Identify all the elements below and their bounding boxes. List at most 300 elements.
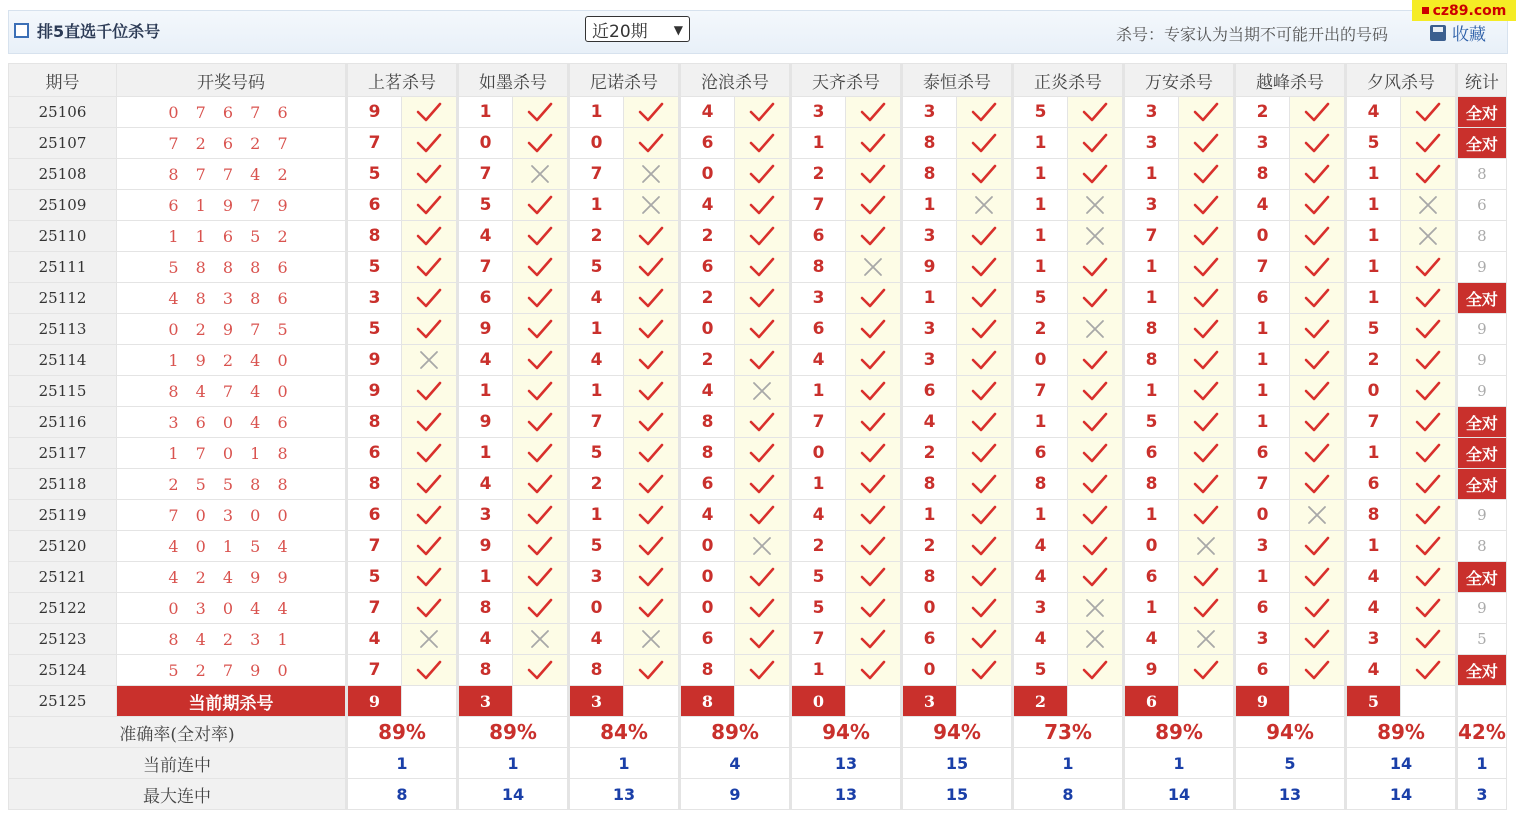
check-icon — [735, 345, 791, 376]
current-streak-row — [9, 748, 1507, 779]
check-icon — [624, 345, 680, 376]
check-icon — [1290, 531, 1346, 562]
current-streak-row-total: 1 — [1457, 748, 1507, 779]
kill-number-cell: 7 — [458, 159, 513, 190]
check-icon — [1179, 283, 1235, 314]
draw-number-cell: 4 2 4 9 9 — [117, 562, 347, 593]
kill-number-cell: 3 — [1013, 593, 1068, 624]
kill-number-cell: 8 — [1124, 345, 1179, 376]
check-icon — [624, 252, 680, 283]
kill-number-cell: 0 — [1235, 221, 1290, 252]
check-icon — [1290, 252, 1346, 283]
check-icon — [1290, 159, 1346, 190]
table-header-row — [9, 64, 1507, 97]
kill-number-cell: 4 — [791, 500, 846, 531]
kill-number-cell: 8 — [1124, 314, 1179, 345]
accuracy-row-label: 准确率(全对率) — [9, 717, 347, 748]
check-icon — [624, 407, 680, 438]
max-streak-row-value: 14 — [458, 779, 569, 810]
current-kill-number: 2 — [1013, 686, 1068, 717]
kill-number-cell: 1 — [458, 562, 513, 593]
check-icon — [846, 376, 902, 407]
check-icon — [1179, 128, 1235, 159]
kill-number-cell: 8 — [458, 593, 513, 624]
check-icon — [1401, 283, 1457, 314]
check-icon — [624, 128, 680, 159]
table-row — [9, 438, 1507, 469]
kill-number-cell: 5 — [791, 562, 846, 593]
total-cell: 全对 — [1457, 469, 1507, 500]
total-cell: 9 — [1457, 314, 1507, 345]
check-icon — [957, 283, 1013, 314]
cross-icon — [846, 252, 902, 283]
kill-number-cell: 5 — [1013, 97, 1068, 128]
check-icon — [957, 221, 1013, 252]
check-icon — [846, 469, 902, 500]
kill-number-cell: 7 — [569, 407, 624, 438]
check-icon — [735, 624, 791, 655]
top-bar — [0, 0, 1516, 56]
kill-number-cell: 1 — [569, 500, 624, 531]
check-icon — [846, 159, 902, 190]
kill-number-cell: 3 — [458, 500, 513, 531]
kill-number-cell: 4 — [680, 376, 735, 407]
empty-cell — [1068, 686, 1124, 717]
check-icon — [846, 314, 902, 345]
kill-number-cell: 4 — [458, 345, 513, 376]
max-streak-row-value: 8 — [347, 779, 458, 810]
empty-cell — [957, 686, 1013, 717]
kill-number-cell: 2 — [680, 283, 735, 314]
period-cell: 25110 — [9, 221, 117, 252]
period-cell: 25118 — [9, 469, 117, 500]
check-icon — [1290, 593, 1346, 624]
check-icon — [735, 407, 791, 438]
total-cell: 全对 — [1457, 407, 1507, 438]
draw-number-cell: 3 6 0 4 6 — [117, 407, 347, 438]
accuracy-row-value: 84% — [569, 717, 680, 748]
check-icon — [957, 438, 1013, 469]
check-icon — [402, 469, 458, 500]
kill-number-cell: 1 — [1235, 314, 1290, 345]
accuracy-row — [9, 717, 1507, 748]
kill-number-cell: 8 — [680, 655, 735, 686]
check-icon — [1179, 97, 1235, 128]
check-icon — [1068, 283, 1124, 314]
period-cell: 25114 — [9, 345, 117, 376]
current-streak-row-value: 15 — [902, 748, 1013, 779]
period-cell: 25113 — [9, 314, 117, 345]
kill-number-cell: 9 — [1124, 655, 1179, 686]
kill-number-cell: 2 — [902, 438, 957, 469]
kill-number-cell: 1 — [569, 314, 624, 345]
column-header-draw: 开奖号码 — [117, 64, 347, 97]
kill-number-cell: 6 — [1346, 469, 1401, 500]
kill-number-cell: 1 — [1013, 221, 1068, 252]
column-header-expert[interactable]: 天齐杀号 — [791, 64, 902, 97]
check-icon — [624, 500, 680, 531]
period-cell: 25117 — [9, 438, 117, 469]
accuracy-row-value: 89% — [1124, 717, 1235, 748]
period-cell: 25119 — [9, 500, 117, 531]
kill-number-cell: 4 — [458, 469, 513, 500]
period-cell: 25125 — [9, 686, 117, 717]
square-icon — [14, 23, 29, 38]
max-streak-row-label: 最大连中 — [9, 779, 347, 810]
kill-number-cell: 1 — [1013, 159, 1068, 190]
kill-number-cell: 2 — [902, 531, 957, 562]
kill-number-cell: 1 — [1346, 252, 1401, 283]
kill-number-cell: 7 — [1346, 407, 1401, 438]
draw-number-cell: 8 7 7 4 2 — [117, 159, 347, 190]
kill-number-cell: 9 — [347, 97, 402, 128]
check-icon — [1179, 159, 1235, 190]
kill-number-cell: 1 — [458, 438, 513, 469]
current-streak-row-value: 1 — [347, 748, 458, 779]
kill-number-cell: 6 — [458, 283, 513, 314]
kill-number-cell: 6 — [1013, 438, 1068, 469]
check-icon — [1068, 128, 1124, 159]
check-icon — [957, 407, 1013, 438]
kill-number-cell: 6 — [680, 128, 735, 159]
kill-number-cell: 1 — [1013, 252, 1068, 283]
cross-icon — [402, 345, 458, 376]
period-cell: 25120 — [9, 531, 117, 562]
period-cell: 25124 — [9, 655, 117, 686]
column-header-period: 期号 — [9, 64, 117, 97]
check-icon — [1290, 221, 1346, 252]
column-header-expert[interactable]: 泰恒杀号 — [902, 64, 1013, 97]
current-kill-label: 当前期杀号 — [117, 686, 347, 717]
check-icon — [957, 345, 1013, 376]
column-header-total: 统计 — [1457, 64, 1507, 97]
table-row — [9, 500, 1507, 531]
draw-number-cell: 1 1 6 5 2 — [117, 221, 347, 252]
kill-number-cell: 6 — [1124, 562, 1179, 593]
check-icon — [624, 283, 680, 314]
kill-number-cell: 8 — [1346, 500, 1401, 531]
badge-dot-icon — [1422, 7, 1429, 14]
table-row — [9, 190, 1507, 221]
kill-number-cell: 3 — [1124, 128, 1179, 159]
kill-number-cell: 6 — [680, 252, 735, 283]
table-row — [9, 407, 1507, 438]
check-icon — [1068, 500, 1124, 531]
kill-number-cell: 5 — [347, 562, 402, 593]
check-icon — [1179, 345, 1235, 376]
kill-number-cell: 8 — [902, 128, 957, 159]
kill-number-cell: 1 — [1013, 500, 1068, 531]
check-icon — [1179, 593, 1235, 624]
kill-number-cell: 2 — [680, 221, 735, 252]
kill-number-cell: 6 — [1235, 283, 1290, 314]
column-header-expert[interactable]: 正炎杀号 — [1013, 64, 1124, 97]
cross-icon — [1290, 500, 1346, 531]
check-icon — [1179, 190, 1235, 221]
check-icon — [1068, 345, 1124, 376]
kill-number-cell: 8 — [902, 159, 957, 190]
kill-number-cell: 1 — [1013, 190, 1068, 221]
period-cell: 25108 — [9, 159, 117, 190]
total-cell: 全对 — [1457, 97, 1507, 128]
kill-number-cell: 3 — [569, 562, 624, 593]
kill-number-cell: 4 — [347, 624, 402, 655]
kill-number-cell: 6 — [1235, 593, 1290, 624]
kill-number-cell: 0 — [569, 128, 624, 159]
kill-number-cell: 4 — [680, 190, 735, 221]
kill-number-cell: 5 — [569, 531, 624, 562]
draw-number-cell: 8 4 2 3 1 — [117, 624, 347, 655]
check-icon — [1401, 345, 1457, 376]
check-icon — [1401, 624, 1457, 655]
kill-number-cell: 8 — [1013, 469, 1068, 500]
check-icon — [624, 221, 680, 252]
kill-number-cell: 7 — [458, 252, 513, 283]
check-icon — [402, 531, 458, 562]
column-header-expert[interactable]: 越峰杀号 — [1235, 64, 1346, 97]
kill-note: 杀号：专家认为当期不可能开出的号码 — [1116, 25, 1389, 44]
check-icon — [1068, 562, 1124, 593]
kill-number-cell: 1 — [902, 283, 957, 314]
check-icon — [1068, 376, 1124, 407]
total-cell: 8 — [1457, 531, 1507, 562]
kill-number-cell: 7 — [347, 593, 402, 624]
kill-number-cell: 8 — [680, 407, 735, 438]
check-icon — [624, 376, 680, 407]
empty-cell — [513, 686, 569, 717]
table-row — [9, 221, 1507, 252]
empty-cell — [1457, 686, 1507, 717]
kill-number-cell: 2 — [569, 221, 624, 252]
check-icon — [402, 593, 458, 624]
check-icon — [402, 128, 458, 159]
kill-number-cell: 9 — [458, 314, 513, 345]
cross-icon — [1068, 624, 1124, 655]
check-icon — [735, 252, 791, 283]
kill-number-cell: 9 — [347, 345, 402, 376]
check-icon — [846, 438, 902, 469]
check-icon — [1401, 376, 1457, 407]
kill-number-cell: 3 — [902, 345, 957, 376]
kill-number-cell: 0 — [680, 159, 735, 190]
kill-number-cell: 5 — [347, 252, 402, 283]
check-icon — [1401, 531, 1457, 562]
check-icon — [1179, 500, 1235, 531]
kill-number-cell: 1 — [1346, 190, 1401, 221]
check-icon — [1179, 438, 1235, 469]
kill-number-cell: 4 — [680, 500, 735, 531]
kill-number-cell: 1 — [1013, 407, 1068, 438]
current-streak-row-value: 14 — [1346, 748, 1457, 779]
check-icon — [1179, 655, 1235, 686]
kill-number-cell: 1 — [569, 376, 624, 407]
accuracy-row-value: 94% — [791, 717, 902, 748]
check-icon — [846, 283, 902, 314]
check-icon — [957, 562, 1013, 593]
check-icon — [513, 469, 569, 500]
column-header-expert[interactable]: 尼诺杀号 — [569, 64, 680, 97]
check-icon — [957, 500, 1013, 531]
kill-number-cell: 0 — [902, 593, 957, 624]
check-icon — [735, 159, 791, 190]
check-icon — [513, 438, 569, 469]
kill-number-cell: 0 — [680, 562, 735, 593]
total-cell: 8 — [1457, 221, 1507, 252]
check-icon — [513, 562, 569, 593]
kill-number-cell: 1 — [1235, 376, 1290, 407]
check-icon — [513, 128, 569, 159]
total-cell: 全对 — [1457, 562, 1507, 593]
period-select[interactable] — [585, 16, 690, 42]
kill-number-cell: 1 — [791, 376, 846, 407]
check-icon — [402, 314, 458, 345]
kill-number-cell: 8 — [1235, 159, 1290, 190]
kill-number-cell: 1 — [791, 128, 846, 159]
kill-number-cell: 1 — [569, 97, 624, 128]
cross-icon — [735, 531, 791, 562]
current-streak-row-value: 1 — [1013, 748, 1124, 779]
empty-cell — [1401, 686, 1457, 717]
draw-number-cell: 1 7 0 1 8 — [117, 438, 347, 469]
kill-number-cell: 3 — [1235, 624, 1290, 655]
max-streak-row — [9, 779, 1507, 810]
kill-number-cell: 4 — [1346, 97, 1401, 128]
kill-number-cell: 5 — [1013, 655, 1068, 686]
draw-number-cell: 6 1 9 7 9 — [117, 190, 347, 221]
kill-number-cell: 4 — [569, 624, 624, 655]
cross-icon — [1068, 221, 1124, 252]
kill-number-cell: 1 — [1013, 128, 1068, 159]
check-icon — [1068, 159, 1124, 190]
current-kill-number: 0 — [791, 686, 846, 717]
kill-number-cell: 1 — [1346, 221, 1401, 252]
kill-number-cell: 4 — [458, 624, 513, 655]
check-icon — [402, 252, 458, 283]
check-icon — [402, 159, 458, 190]
draw-number-cell: 8 4 7 4 0 — [117, 376, 347, 407]
current-period-row — [9, 686, 1507, 717]
kill-number-cell: 8 — [902, 469, 957, 500]
period-cell: 25106 — [9, 97, 117, 128]
check-icon — [1290, 655, 1346, 686]
check-icon — [1290, 438, 1346, 469]
check-icon — [513, 345, 569, 376]
max-streak-row-value: 8 — [1013, 779, 1124, 810]
check-icon — [1401, 562, 1457, 593]
period-cell: 25111 — [9, 252, 117, 283]
kill-number-cell: 0 — [1235, 500, 1290, 531]
kill-number-cell: 3 — [1235, 128, 1290, 159]
check-icon — [624, 97, 680, 128]
check-icon — [402, 190, 458, 221]
kill-number-cell: 1 — [1124, 376, 1179, 407]
kill-number-cell: 5 — [1013, 283, 1068, 314]
current-streak-row-value: 1 — [458, 748, 569, 779]
accuracy-row-total: 42% — [1457, 717, 1507, 748]
cross-icon — [513, 159, 569, 190]
page-title-text: 排5直选千位杀号 — [37, 21, 161, 41]
total-cell: 全对 — [1457, 655, 1507, 686]
column-header-expert[interactable]: 沧浪杀号 — [680, 64, 791, 97]
kill-number-cell: 7 — [1235, 469, 1290, 500]
current-kill-number: 3 — [458, 686, 513, 717]
kill-number-cell: 5 — [347, 159, 402, 190]
kill-number-cell: 6 — [347, 500, 402, 531]
kill-number-cell: 1 — [1124, 283, 1179, 314]
column-header-expert[interactable]: 夕风杀号 — [1346, 64, 1457, 97]
check-icon — [1068, 97, 1124, 128]
kill-number-cell: 3 — [902, 97, 957, 128]
table-row — [9, 283, 1507, 314]
check-icon — [1290, 190, 1346, 221]
column-header-expert[interactable]: 如墨杀号 — [458, 64, 569, 97]
check-icon — [957, 531, 1013, 562]
chevron-down-icon: ▼ — [673, 23, 683, 37]
kill-number-cell: 6 — [680, 624, 735, 655]
check-icon — [624, 314, 680, 345]
kill-number-cell: 4 — [569, 283, 624, 314]
save-link[interactable] — [1430, 20, 1486, 45]
check-icon — [957, 314, 1013, 345]
kill-number-cell: 1 — [1124, 159, 1179, 190]
site-badge[interactable] — [1412, 0, 1516, 21]
column-header-expert[interactable]: 上茗杀号 — [347, 64, 458, 97]
period-cell: 25123 — [9, 624, 117, 655]
check-icon — [513, 252, 569, 283]
check-icon — [1290, 283, 1346, 314]
page-title — [14, 17, 160, 43]
kill-number-cell: 3 — [1124, 190, 1179, 221]
current-kill-number: 8 — [680, 686, 735, 717]
check-icon — [1401, 314, 1457, 345]
check-icon — [1290, 407, 1346, 438]
kill-number-cell: 2 — [1346, 345, 1401, 376]
check-icon — [846, 655, 902, 686]
total-cell: 8 — [1457, 159, 1507, 190]
kill-number-cell: 1 — [902, 500, 957, 531]
check-icon — [1401, 438, 1457, 469]
kill-number-cell: 8 — [680, 438, 735, 469]
check-icon — [1290, 314, 1346, 345]
check-icon — [624, 562, 680, 593]
check-icon — [513, 314, 569, 345]
check-icon — [957, 469, 1013, 500]
check-icon — [402, 283, 458, 314]
kill-number-cell: 7 — [791, 624, 846, 655]
check-icon — [846, 345, 902, 376]
column-header-expert[interactable]: 万安杀号 — [1124, 64, 1235, 97]
check-icon — [846, 407, 902, 438]
draw-number-cell: 0 7 6 7 6 — [117, 97, 347, 128]
total-cell: 全对 — [1457, 128, 1507, 159]
current-kill-number: 3 — [902, 686, 957, 717]
kill-number-cell: 8 — [1124, 469, 1179, 500]
check-icon — [846, 593, 902, 624]
current-streak-row-value: 5 — [1235, 748, 1346, 779]
check-icon — [846, 128, 902, 159]
check-icon — [513, 655, 569, 686]
check-icon — [1290, 376, 1346, 407]
kill-number-cell: 4 — [1346, 562, 1401, 593]
check-icon — [735, 221, 791, 252]
check-icon — [513, 407, 569, 438]
kill-number-cell: 8 — [569, 655, 624, 686]
kill-number-cell: 5 — [347, 314, 402, 345]
kill-number-cell: 1 — [791, 469, 846, 500]
check-icon — [957, 593, 1013, 624]
kill-number-cell: 4 — [902, 407, 957, 438]
kill-number-cell: 1 — [1235, 345, 1290, 376]
